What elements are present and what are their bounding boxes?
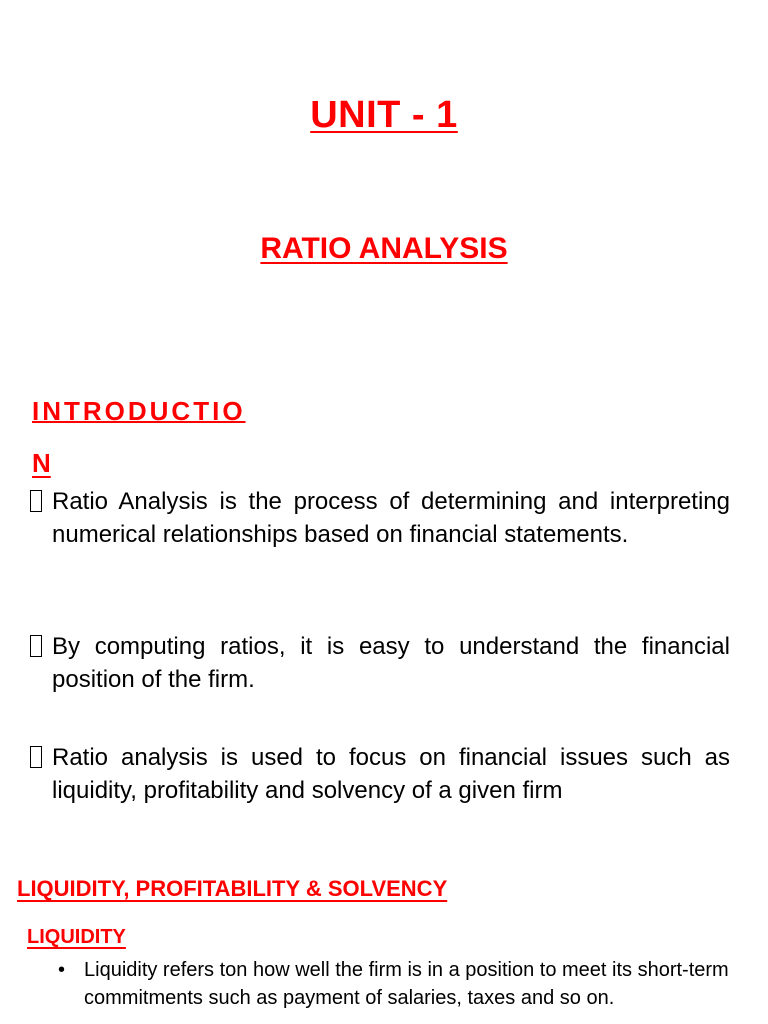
missing-glyph-bullet-icon xyxy=(30,742,52,807)
bullet-item xyxy=(30,486,730,551)
bullet-text: Ratio Analysis is the process of determining and interpreting numerical relationships based on financial statements. xyxy=(52,488,730,548)
liquidity-heading: LIQUIDITY xyxy=(27,926,126,948)
bullet-text: Ratio analysis is used to focus on financial issues such as liquidity, profitability and solvency of a given firm xyxy=(52,744,730,804)
liquidity-bullet-text: Liquidity refers ton how well the firm is in a position to meet its short-term commitments such as payment of salaries, taxes and so on. xyxy=(84,959,729,1009)
missing-glyph-bullet-icon xyxy=(30,631,52,696)
topic-title: RATIO ANALYSIS xyxy=(260,232,508,265)
bullet-item xyxy=(30,742,730,807)
page-title: UNIT - 1 xyxy=(310,94,458,136)
introduction-heading-tail: N xyxy=(32,448,51,478)
missing-glyph-bullet-icon xyxy=(30,486,52,551)
introduction-heading-clipped xyxy=(32,396,292,440)
section-heading: LIQUIDITY, PROFITABILITY & SOLVENCY xyxy=(17,876,448,901)
introduction-heading-text: INTRODUCTIO xyxy=(32,396,246,426)
bullet-item xyxy=(30,631,730,696)
liquidity-bullet-item xyxy=(58,956,734,1012)
round-bullet-icon: • xyxy=(58,959,66,981)
bullet-text: By computing ratios, it is easy to understand the financial position of the firm. xyxy=(52,633,730,693)
